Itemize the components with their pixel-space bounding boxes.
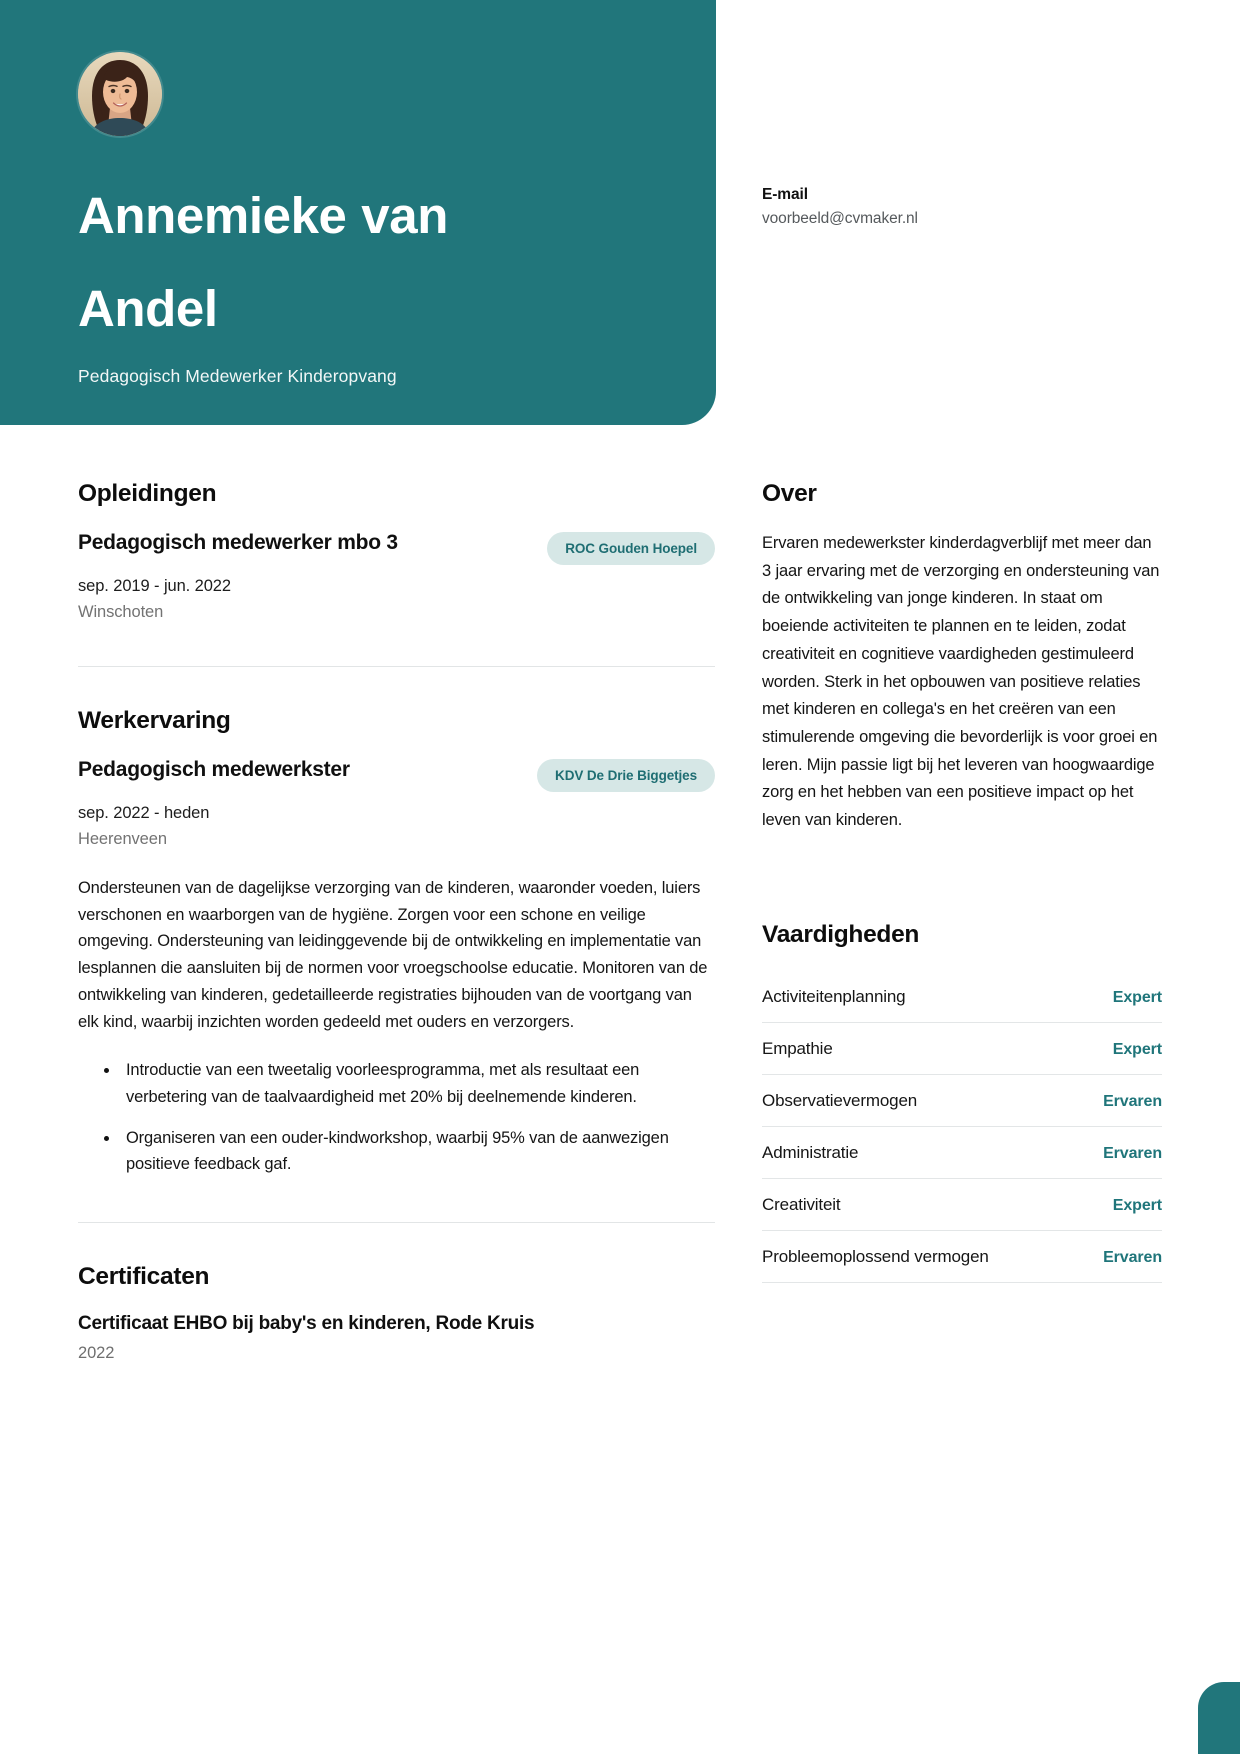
section-education — [78, 480, 715, 622]
education-institution-badge: ROC Gouden Hoepel — [547, 532, 715, 565]
skill-row — [762, 971, 1162, 1023]
education-degree: Pedagogisch medewerker mbo 3 — [78, 531, 398, 554]
experience-entry — [78, 757, 715, 1178]
skills-heading: Vaardigheden — [762, 920, 920, 948]
skill-name: Probleemoplossend vermogen — [762, 1246, 989, 1266]
email-value[interactable]: voorbeeld@cvmaker.nl — [762, 210, 918, 227]
about-heading: Over — [762, 480, 817, 507]
experience-role: Pedagogisch medewerkster — [78, 758, 350, 781]
skill-row — [762, 1127, 1162, 1179]
contact-block — [762, 186, 1162, 228]
section-divider-2 — [78, 1222, 715, 1223]
section-experience — [78, 707, 715, 1178]
skill-level: Expert — [1112, 988, 1162, 1006]
list-item: Organiseren van een ouder-kindworkshop, waarbij 95% van de aanwezigen positieve feedback gaf. — [104, 1125, 715, 1178]
about-text: Ervaren medewerkster kinderdagverblijf met meer dan 3 jaar ervaring met de verzorging en ondersteuning van de ontwikkeling van jonge kinderen. In staat om boeiende activiteiten te plannen en te leiden, zodat creativiteit en cognitieve vaardigheden gestimuleerd worden. Sterk in het opbouwen van positieve relaties met kinderen en collega's en het creëren van een stimulerende omgeving die bevorderlijk is voor groei en leren. Mijn passie ligt bij het leveren van hoogwaardige zorg en het hebben van een positieve impact op het leven van kinderen. — [762, 534, 1160, 830]
education-location: Winschoten — [78, 603, 164, 621]
skill-name: Creativiteit — [762, 1194, 841, 1214]
professional-headline: Pedagogisch Medewerker Kinderopvang — [78, 365, 397, 386]
skill-level: Ervaren — [1103, 1144, 1162, 1162]
cv-header-banner — [0, 0, 716, 425]
certificates-heading: Certificaten — [78, 1263, 210, 1291]
experience-location: Heerenveen — [78, 830, 167, 848]
education-entry-head — [78, 530, 715, 565]
right-column-spacer — [762, 835, 1162, 921]
section-certificates — [78, 1263, 715, 1363]
experience-description: Ondersteunen van de dagelijkse verzorging van de kinderen, waaronder voeden, luiers verschonen en waarborgen van de hygiëne. Zorgen voor een schone en veilige omgeving. Ondersteuning van leidinggevende bij de ontwikkeling en implementatie van lesplannen die aansluiten bij de normen voor vroegschoolse educatie. Monitoren van de ontwikkeling van kinderen, gedetailleerde registraties bijhouden van de voortgang van elk kind, waarbij inzichten worden gedeeld met ouders en verzorgers. — [78, 879, 708, 1031]
education-heading: Opleidingen — [78, 480, 217, 507]
list-item: Introductie van een tweetalig voorleesprogramma, met als resultaat een verbetering van de taalvaardigheid met 20% bij deelnemende kinderen. — [104, 1057, 715, 1110]
experience-achievements — [78, 1057, 715, 1178]
skills-list — [762, 971, 1162, 1283]
skill-name: Activiteitenplanning — [762, 986, 906, 1006]
certificate-name: Certificaat EHBO bij baby's en kinderen, Rode Kruis — [78, 1313, 535, 1335]
avatar — [78, 52, 162, 136]
education-dates: sep. 2019 - jun. 2022 — [78, 577, 231, 595]
section-divider-1 — [78, 666, 715, 667]
experience-dates: sep. 2022 - heden — [78, 804, 210, 822]
portrait-photo-icon — [78, 52, 162, 136]
section-about — [762, 480, 1162, 835]
skill-level: Ervaren — [1103, 1248, 1162, 1266]
skill-name: Administratie — [762, 1142, 859, 1162]
experience-entry-head — [78, 757, 715, 792]
page-title: Annemieke van Andel — [78, 187, 448, 337]
certificate-year: 2022 — [78, 1344, 115, 1363]
page-corner-tab — [1198, 1682, 1240, 1754]
right-column — [762, 480, 1162, 1283]
skill-level: Expert — [1112, 1040, 1162, 1058]
skill-row — [762, 1179, 1162, 1231]
email-label: E-mail — [762, 186, 808, 203]
left-column — [78, 480, 715, 1363]
skill-row — [762, 1075, 1162, 1127]
skill-level: Ervaren — [1103, 1092, 1162, 1110]
skill-name: Empathie — [762, 1038, 833, 1058]
experience-heading: Werkervaring — [78, 707, 231, 734]
education-entry — [78, 530, 715, 622]
skill-row — [762, 1231, 1162, 1283]
skill-row — [762, 1023, 1162, 1075]
skill-name: Observatievermogen — [762, 1090, 918, 1110]
experience-company-badge: KDV De Drie Biggetjes — [537, 759, 715, 792]
section-skills — [762, 921, 1162, 1283]
certificate-entry — [78, 1313, 715, 1363]
skill-level: Expert — [1112, 1196, 1162, 1214]
